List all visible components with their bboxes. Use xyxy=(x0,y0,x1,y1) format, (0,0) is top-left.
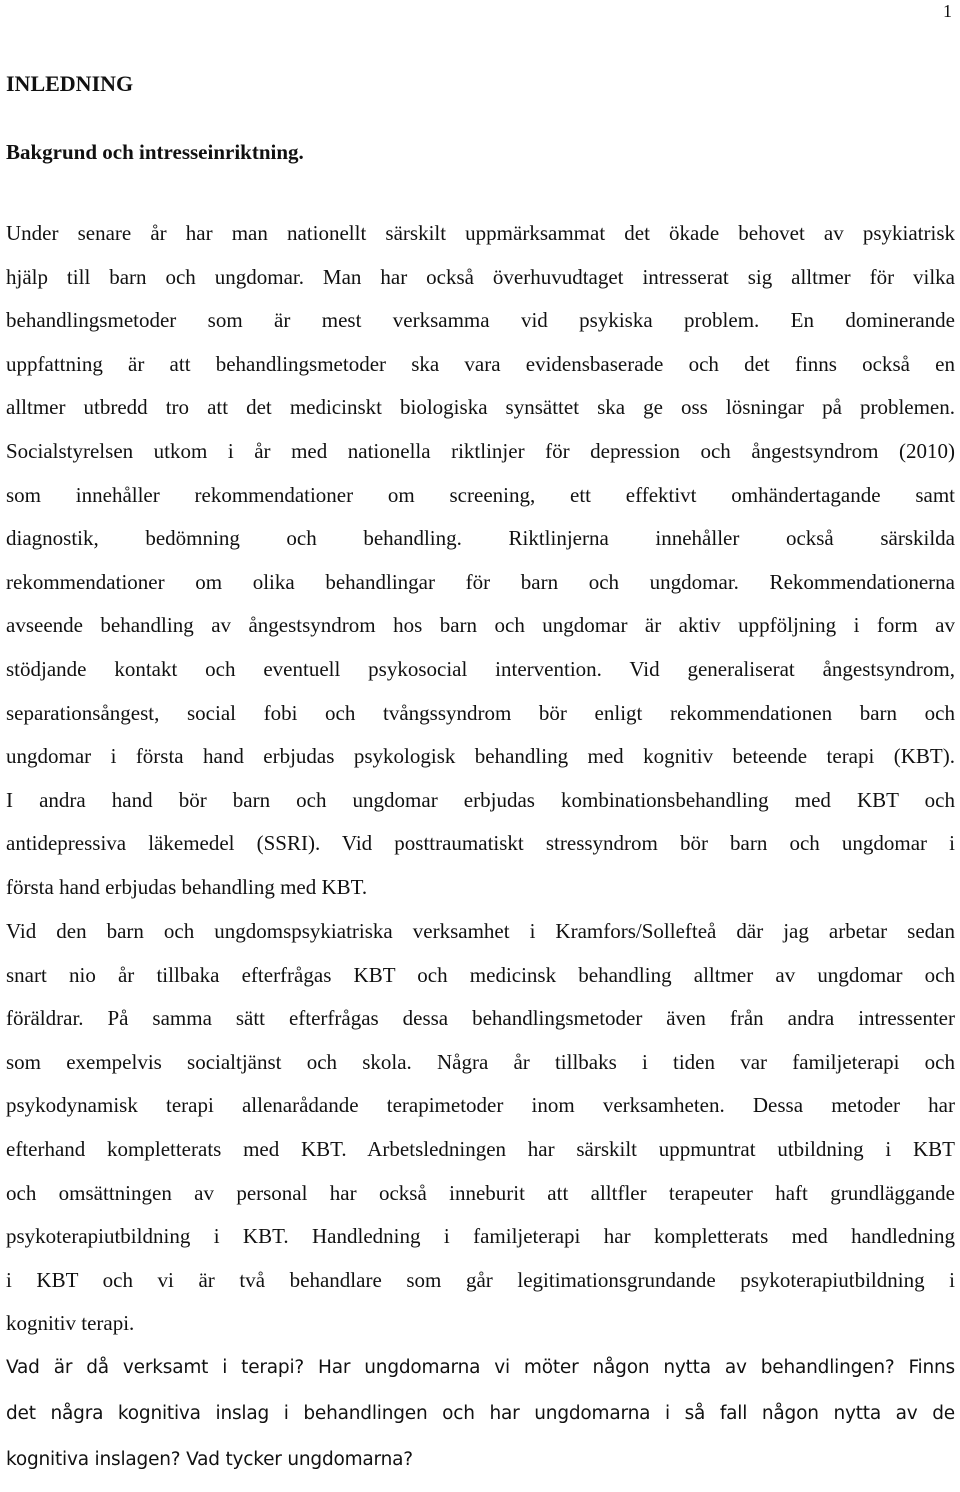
text-line: kognitiva inslagen? Vad tycker ungdomarna? xyxy=(6,1449,413,1470)
paragraph-questions xyxy=(6,1354,955,1492)
text-line: separationsångest, social fobi och tvångssyndrom bör enligt rekommendationen barn och xyxy=(6,700,955,725)
text-line: som innehåller rekommendationer om screening, ett effektivt omhändertagande samt xyxy=(6,482,955,507)
section-heading: INLEDNING xyxy=(6,71,134,96)
text-line: och omsättningen av personal har också inneburit att alltfler terapeuter haft grundläggande xyxy=(6,1180,955,1205)
text-line: det några kognitiva inslag i behandlingen och har ungdomarna i så fall någon nytta av de xyxy=(6,1403,955,1424)
text-line: diagnostik, bedömning och behandling. Riktlinjerna innehåller också särskilda xyxy=(6,526,955,551)
text-line: antidepressiva läkemedel (SSRI). Vid posttraumatiskt stressyndrom bör barn och ungdomar i xyxy=(6,831,955,856)
text-line: behandlingsmetoder som är mest verksamma vid psykiska problem. En dominerande xyxy=(6,308,955,333)
text-line: Vid den barn och ungdomspsykiatriska verksamhet i Kramfors/Sollefteå där jag arbetar sedan xyxy=(6,919,955,943)
text-line: första hand erbjudas behandling med KBT. xyxy=(6,874,368,899)
text-line: hjälp till barn och ungdomar. Man har också överhuvudtaget intresserat sig alltmer för vilka xyxy=(6,264,955,289)
text-line: i KBT och vi är två behandlare som går legitimationsgrundande psykoterapiutbildning i xyxy=(6,1267,955,1292)
text-line: psykodynamisk terapi allenarådande terapimetoder inom verksamheten. Dessa metoder har xyxy=(6,1093,955,1118)
text-line: rekommendationer om olika behandlingar för barn och ungdomar. Rekommendationerna xyxy=(6,569,955,594)
text-line: I andra hand bör barn och ungdomar erbjudas kombinationsbehandling med KBT och xyxy=(6,787,955,812)
text-line: uppfattning är att behandlingsmetoder ska vara evidensbaserade och det finns också en xyxy=(6,351,955,376)
text-line: psykoterapiutbildning i KBT. Handledning i familjeterapi har kompletterats med handledning xyxy=(6,1224,955,1249)
text-line: alltmer utbredd tro att det medicinskt biologiska synsättet ska ge oss lösningar på problemen. xyxy=(6,395,955,420)
text-line: efterhand kompletterats med KBT. Arbetsledningen har särskilt uppmuntrat utbildning i KBT xyxy=(6,1136,955,1161)
text-line: Vad är då verksamt i terapi? Har ungdomarna vi möter någon nytta av behandlingen? Finns xyxy=(6,1357,955,1378)
text-line: avseende behandling av ångestsyndrom hos barn och ungdomar är aktiv uppföljning i form av xyxy=(6,613,955,638)
text-line: kognitiv terapi. xyxy=(6,1311,135,1336)
text-line: stödjande kontakt och eventuell psykosocial intervention. Vid generaliserat ångestsyndrom, xyxy=(6,656,955,681)
text-line: Socialstyrelsen utkom i år med nationella riktlinjer för depression och ångestsyndrom (2010) xyxy=(6,438,955,463)
text-line: föräldrar. På samma sätt efterfrågas dessa behandlingsmetoder även från andra intressenter xyxy=(6,1006,955,1031)
paragraph-workplace xyxy=(6,917,955,1353)
paragraph-background xyxy=(6,219,955,917)
text-line: snart nio år tillbaka efterfrågas KBT och medicinsk behandling alltmer av ungdomar och xyxy=(6,962,955,987)
text-line: Under senare år har man nationellt särskilt uppmärksammat det ökade behovet av psykiatrisk xyxy=(6,221,955,245)
page-number: 1 xyxy=(943,1,952,21)
subsection-heading: Bakgrund och intresseinriktning. xyxy=(6,140,304,164)
text-line: ungdomar i första hand erbjudas psykologisk behandling med kognitiv beteende terapi (KBT). xyxy=(6,744,955,769)
text-line: som exempelvis socialtjänst och skola. Några år tillbaks i tiden var familjeterapi och xyxy=(6,1049,955,1074)
